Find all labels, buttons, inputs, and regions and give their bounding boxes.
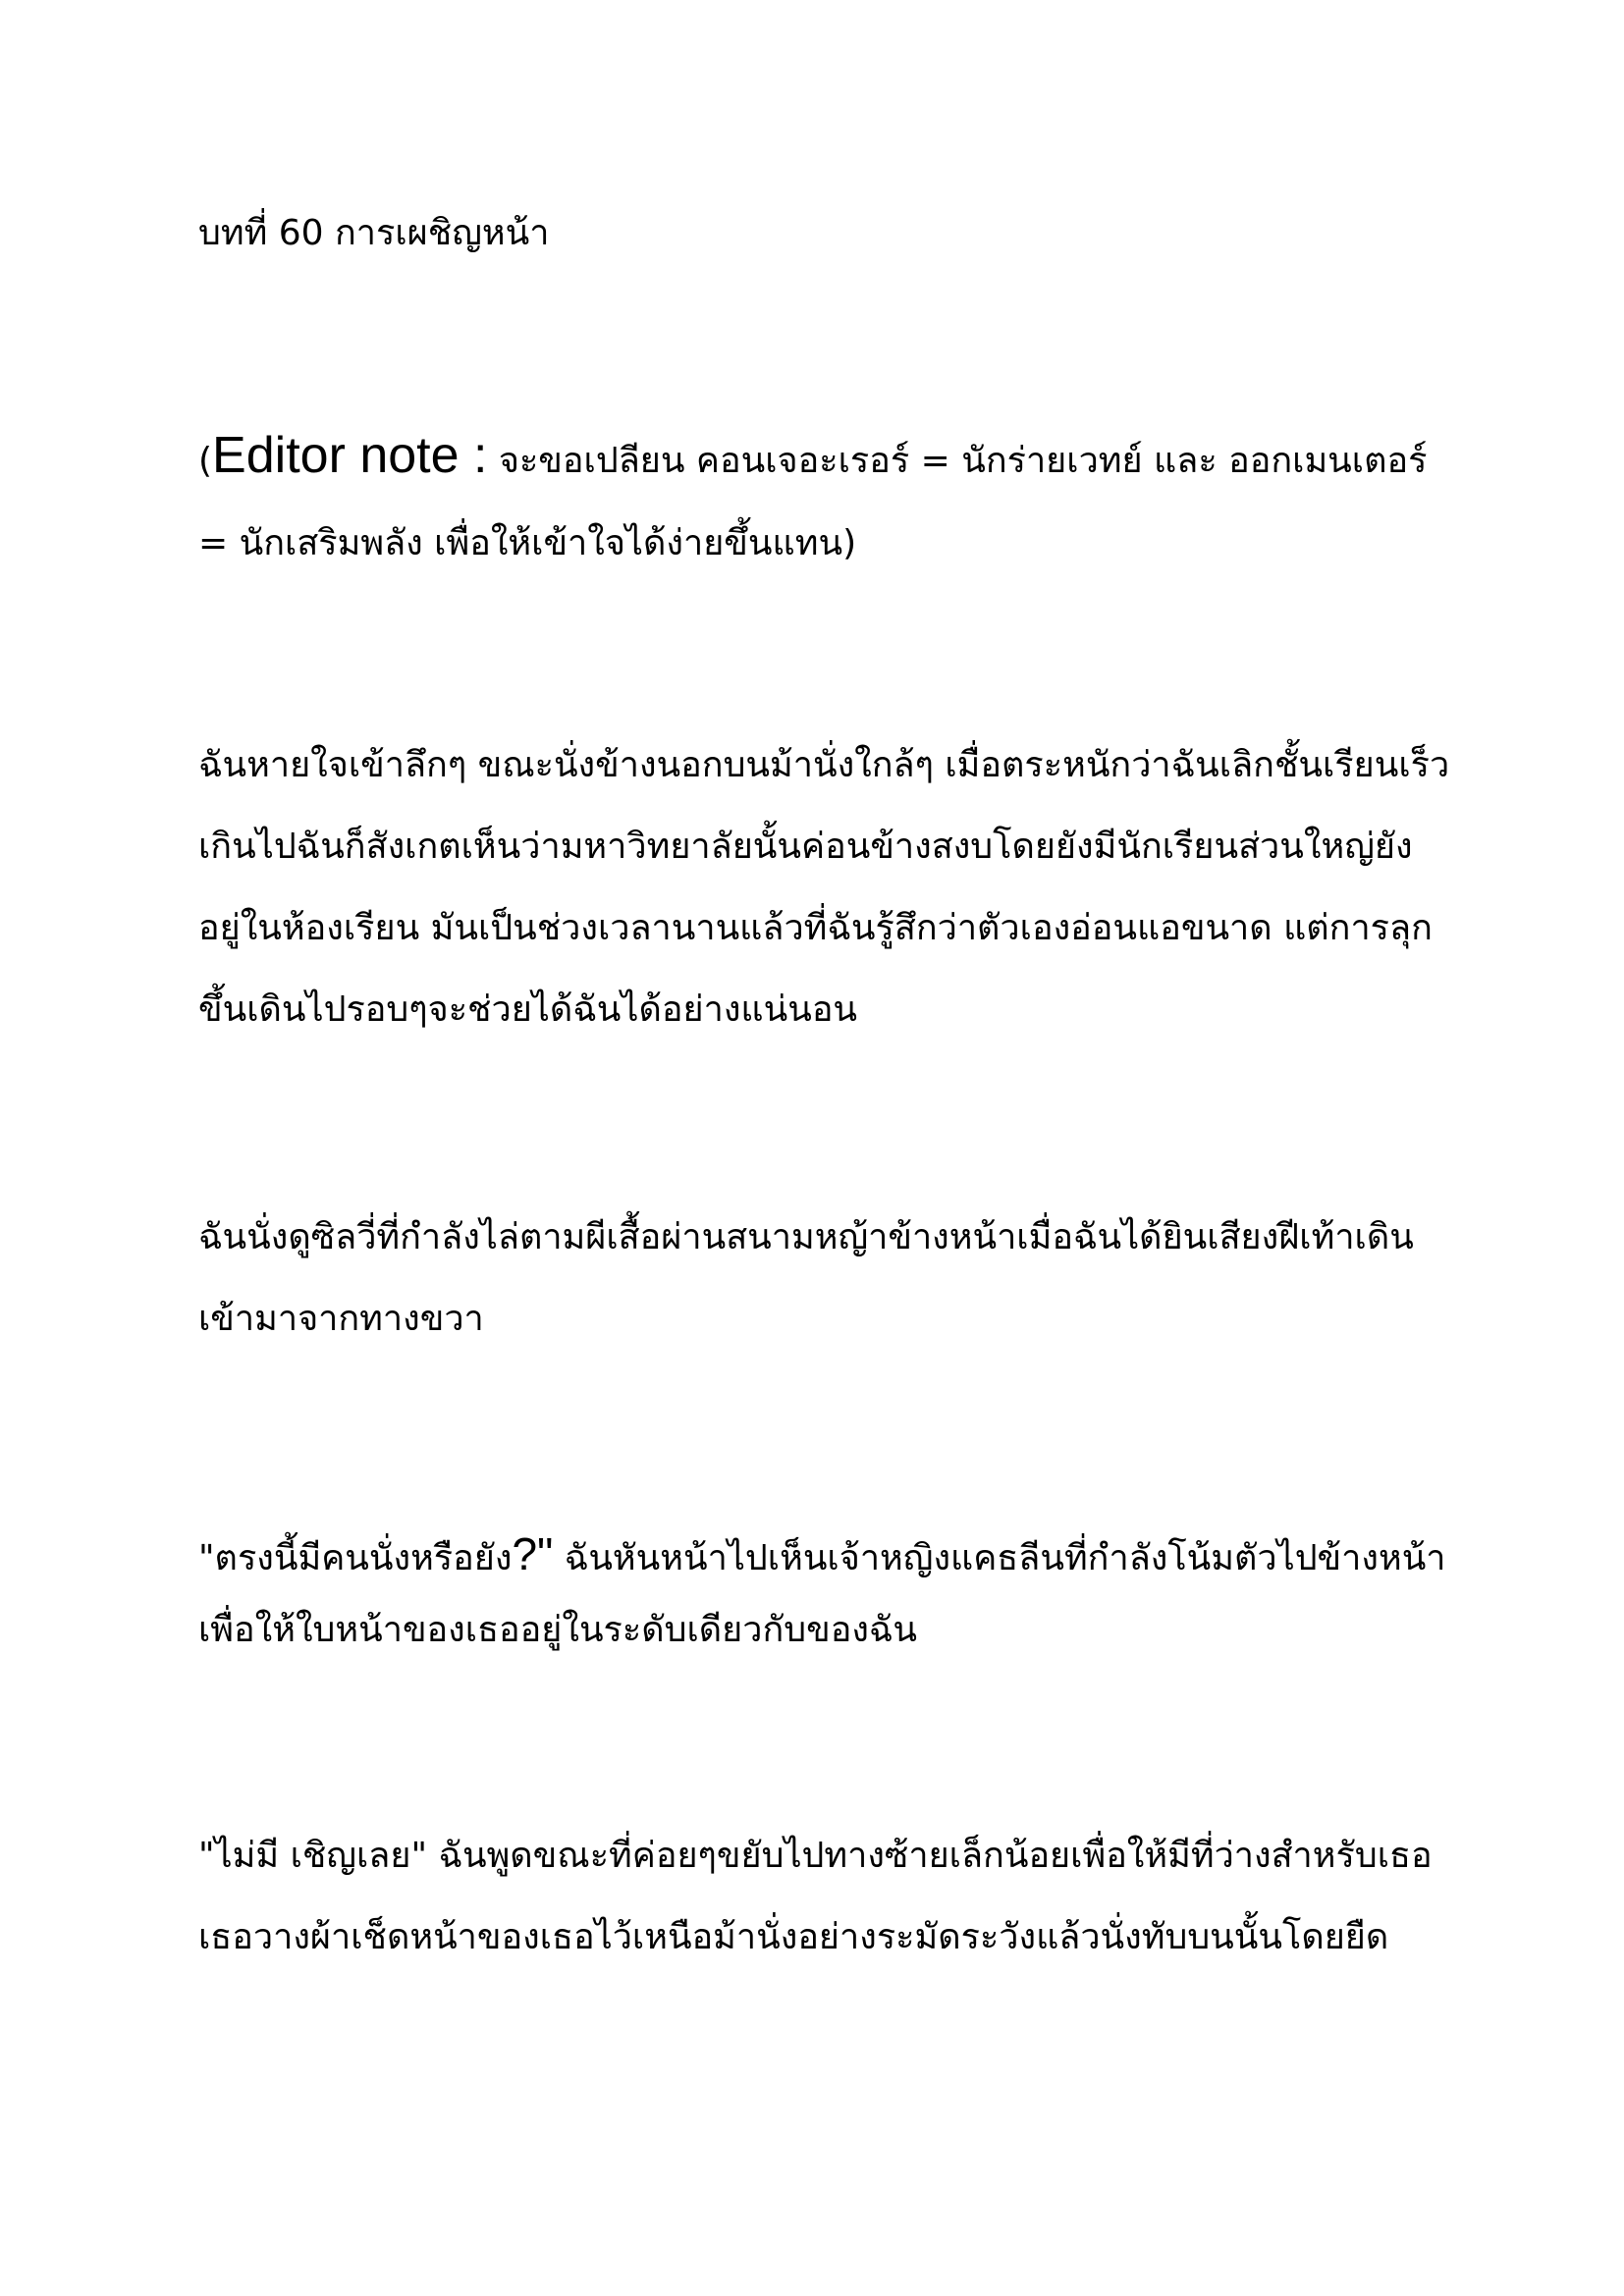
paragraph-4-line-2: เธอวางผ้าเช็ดหน้าของเธอไว้เหนือม้านั่งอย่างระมัดระวังแล้วนั่งทับบนนั้นโดยยืด [198, 1917, 1389, 1957]
paragraph-2-line-1: ฉันนั่งดูซิลวี่ที่กำลังไล่ตามผีเสื้อผ่านสนามหญ้าข้างหน้าเมื่อฉันได้ยินเสียงฝีเท้าเดิน [198, 1217, 1414, 1257]
editor-note-line-1 [198, 427, 1465, 484]
editor-note-text: จะขอเปลียน คอนเจอะเรอร์ = นักร่ายเวทย์ และ ออกเมนเตอร์ [487, 441, 1428, 481]
paragraph-1-line-3: อยู่ในห้องเรียน มันเป็นช่วงเวลานานแล้วที่ฉันรู้สึกว่าตัวเองอ่อนแอขนาด แต่การลุก [198, 908, 1433, 948]
dialogue-quote: "ตรงนี้มีคนนั่งหรือยัง [198, 1538, 513, 1578]
paragraph-2-line-2: เข้ามาจากทางขวา [198, 1299, 484, 1339]
paragraph-3-line-2: เพื่อให้ใบหน้าของเธออยู่ในระดับเดียวกับของฉัน [198, 1610, 918, 1650]
paragraph-4-line-1: "ไม่มี เชิญเลย" ฉันพูดขณะที่ค่อยๆขยับไปทางซ้ายเล็กน้อยเพื่อให้มีที่ว่างสำหรับเธอ [198, 1836, 1433, 1876]
paragraph-1-line-4: ขึ้นเดินไปรอบๆจะช่วยได้ฉันได้อย่างแน่นอน [198, 989, 858, 1030]
paragraph-3-line-1 [198, 1528, 1465, 1579]
paragraph-1-line-2: เกินไปฉันก็สังเกตเห็นว่ามหาวิทยาลัยนั้นค่อนข้างสงบโดยยังมีนักเรียนส่วนใหญ่ยัง [198, 827, 1413, 867]
narration-text: ฉันหันหน้าไปเห็นเจ้าหญิงแคธลีนที่กำลังโน้มตัวไปข้างหน้า [553, 1538, 1446, 1578]
chapter-title: บทที่ 60 การเผชิญหน้า [198, 213, 550, 253]
question-mark: ?" [512, 1528, 554, 1579]
editor-note-label: Editor note : [212, 427, 488, 484]
paragraph-1-line-1: ฉันหายใจเข้าลึกๆ ขณะนั่งข้างนอกบนม้านั่งใกล้ๆ เมื่อตระหนักว่าฉันเลิกชั้นเรียนเร็ว [198, 745, 1450, 785]
editor-note-line-2: = นักเสริมพลัง เพื่อให้เข้าใจได้ง่ายขึ้นแทน) [198, 523, 857, 563]
editor-note-open-paren: ( [198, 441, 213, 481]
